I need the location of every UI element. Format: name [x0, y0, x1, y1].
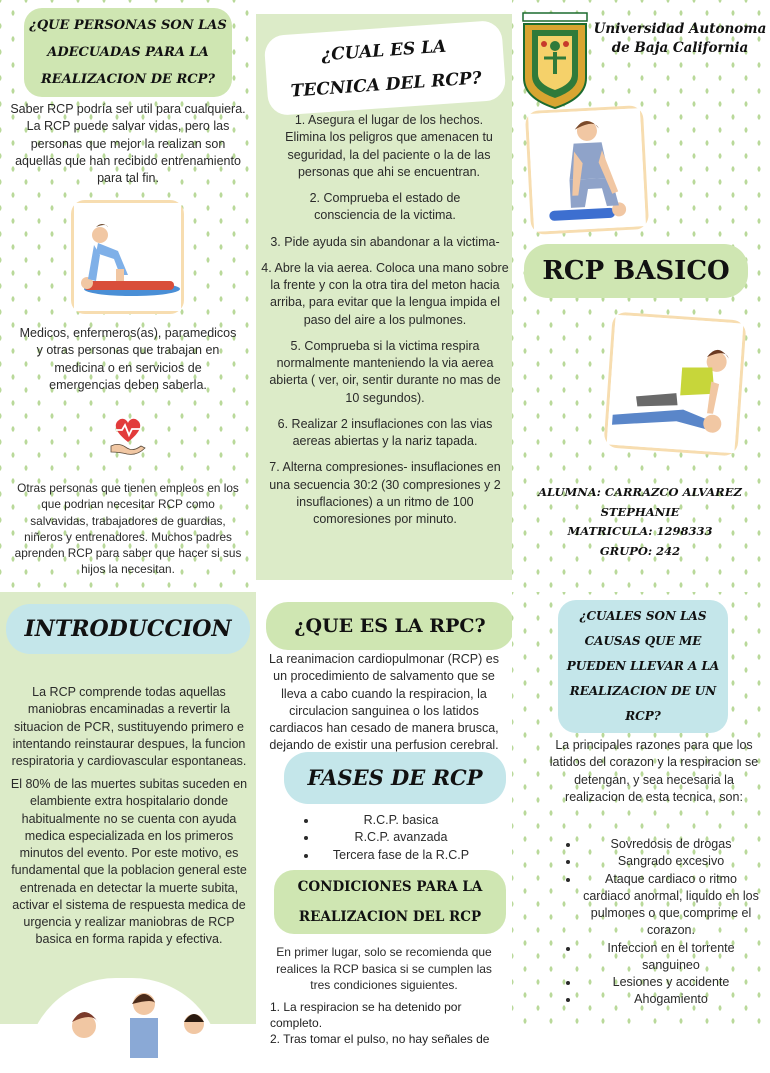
technique-step: 5. Comprueba si la victima respira normalmente manteniendo la via aerea abierta ( ver, oir, sentir durante no mas de 10 segundos).	[269, 338, 501, 405]
phases-heading: FASES DE RCP	[284, 752, 506, 804]
cause-item: • Ahogamiento	[580, 991, 762, 1008]
phase-item: • R.C.P. avanzada	[318, 829, 484, 846]
what-is-heading: ¿QUE ES LA RPC?	[266, 602, 514, 650]
student-line: ALUMNA: CARRAZCO ALVAREZ	[538, 485, 742, 499]
phases-list	[304, 812, 484, 864]
conditions-list	[270, 999, 514, 1048]
causes-heading-line: REALIZACION DE UN	[569, 684, 717, 698]
cpr-compression-illustration	[71, 200, 184, 314]
student-line: STEPHANIE	[600, 504, 680, 519]
who-paragraph-1: Saber RCP podría ser util para cualquiera. La RCP puede salvar vidas, pero las personas que mejor la realizan son aquellas que han recibido entrenamiento para tal fin.	[10, 102, 246, 185]
cause-item: • Infeccion en el torrente sanguineo	[580, 940, 762, 975]
student-line: GRUPO: 242	[599, 543, 681, 558]
panel-who-should-know	[0, 0, 256, 592]
causes-heading-line: CAUSAS QUE ME	[584, 634, 702, 648]
conditions-heading-line: REALIZACION DEL RCP	[298, 909, 482, 925]
cover-title: RCP BASICO	[524, 244, 748, 298]
intro-paragraph-1: La RCP comprende todas aquellas maniobras encaminadas a revertir la situacion de PCR, sustituyendo primero e intentando reinstaurar despues, la funcion respiratoria y cardiovascular espontaneas.	[11, 685, 247, 768]
causes-heading-line: ¿CUALES SON LAS	[579, 609, 707, 623]
technique-step: 3. Pide ayuda sin abandonar a la victima-	[270, 234, 500, 249]
technique-step: 1. Asegura el lugar de los hechos. Elimina los peligros que amenacen tu seguridad, la del paciente o la de las personas que ahi se encuentran.	[285, 113, 493, 179]
intro-paragraph-2: El 80% de las muertes subitas suceden en elambiente extra hospitalario donde habitualmente no se cuenta con ayuda medica especializada en los primeros minutos del evento. Por este motivo, es fundamental que la poblacion general este entrenada en detectar la muerte subita, activar el sistema de respuesta medica de urgencia y realizar maniobras de RCP basica en forma rapida y efectiva.	[10, 777, 248, 947]
university-name-line: Universidad Autonoma	[593, 21, 767, 37]
who-paragraph-3: Otras personas que tienen empleos en los que podrian necesitar RCP como salvavidas, trabajadores de guardias, niñeros y entrenadores. Muchos padres aprenden RCP para saber que hacer si sus hijos la necesitan.	[14, 481, 242, 577]
phase-item: • R.C.P. basica	[318, 812, 484, 829]
who-paragraph-2: Medicos, enfermeros(as), paramedicos y otras personas que trabajan en medicina o en servicios de emergencias deben saberla.	[19, 326, 237, 392]
technique-step: 4. Abre la via aerea. Coloca una mano sobre la frente y con la otra tira del meton hacia arriba, para evitar que la lengua impida el paso del aire a los pulmones.	[261, 260, 509, 327]
causes-list	[566, 836, 762, 1009]
cause-item: • Sovredosis de drogas	[580, 836, 762, 853]
phase-item: • Tercera fase de la R.C.P	[318, 847, 484, 864]
condition-item: 1. La respiracion se ha detenido por completo.	[270, 1000, 462, 1031]
cause-item: • Lesiones y accidente	[580, 974, 762, 991]
condition-item: 2. Tras tomar el pulso, no hay señales de	[270, 1032, 490, 1047]
technique-steps	[260, 112, 510, 528]
conditions-paragraph: En primer lugar, solo se recomienda que realices la RCP basica si se cumplen las tres condiciones siguientes.	[276, 945, 492, 993]
who-heading-line: ADECUADAS PARA LA	[47, 45, 209, 60]
university-seal-icon	[520, 10, 590, 112]
cause-item: • Ataque cardiaco o ritmo cardiaco anormal, liquido en los pulmones o que comprime el corazon.	[580, 871, 762, 940]
technique-step: 7. Alterna compresiones- insuflaciones en una secuencia 30:2 (30 compresiones y 2 insuflaciones) a un ritmo de 100 comoresiones por minuto.	[269, 460, 501, 526]
cause-item: • Sangrado excesivo	[580, 853, 762, 870]
technique-heading-line: ¿CUAL ES LA	[320, 36, 447, 66]
causes-heading	[558, 600, 728, 733]
intro-heading: INTRODUCCION	[6, 604, 250, 654]
who-heading	[24, 8, 232, 97]
panel-cover	[512, 0, 768, 592]
who-heading-line: REALIZACION DE RCP?	[40, 72, 215, 87]
panel-causes	[512, 592, 768, 1024]
technique-step: 2. Comprueba el estado de consciencia de la victima.	[309, 191, 461, 223]
who-heading-line: ¿QUE PERSONAS SON LAS	[29, 18, 227, 33]
conditions-heading	[274, 870, 506, 934]
panel-what-is-rcp	[256, 592, 512, 1047]
cpr-woman-illustration	[525, 105, 649, 235]
panel-technique	[256, 14, 512, 580]
student-line: MATRICULA: 1298333	[567, 524, 713, 538]
heart-hand-icon	[105, 412, 151, 458]
technique-heading-line: TECNICA DEL RCP?	[290, 68, 483, 102]
conditions-heading-line: CONDICIONES PARA LA	[297, 879, 483, 895]
cpr-rescuer-illustration	[603, 311, 746, 456]
family-illustration	[26, 978, 222, 1068]
causes-heading-line: PUEDEN LLEVAR A LA	[566, 659, 720, 673]
student-info	[512, 483, 768, 561]
what-is-paragraph: La reanimacion cardiopulmonar (RCP) es un procedimiento de salvamento que se lleva a cabo cuando la respiracion, la circulacion sanguinea o los latidos cardiacos han cesado de manera brusca, dejando de existir una perfusion cerebral.	[269, 652, 499, 753]
technique-step: 6. Realizar 2 insuflaciones con las vias aereas abiertas y la nariz tapada.	[277, 416, 493, 448]
panel-introduction	[0, 592, 256, 1024]
causes-heading-line: RCP?	[625, 709, 661, 723]
technique-heading	[263, 20, 506, 116]
university-name	[590, 20, 770, 58]
university-name-line: de Baja California	[611, 40, 749, 56]
causes-paragraph: La principales razones para que los latidos del corazon y la respiracion se detengan, y sea necesaria la realizacion de esta tecnica, son:	[549, 738, 759, 804]
